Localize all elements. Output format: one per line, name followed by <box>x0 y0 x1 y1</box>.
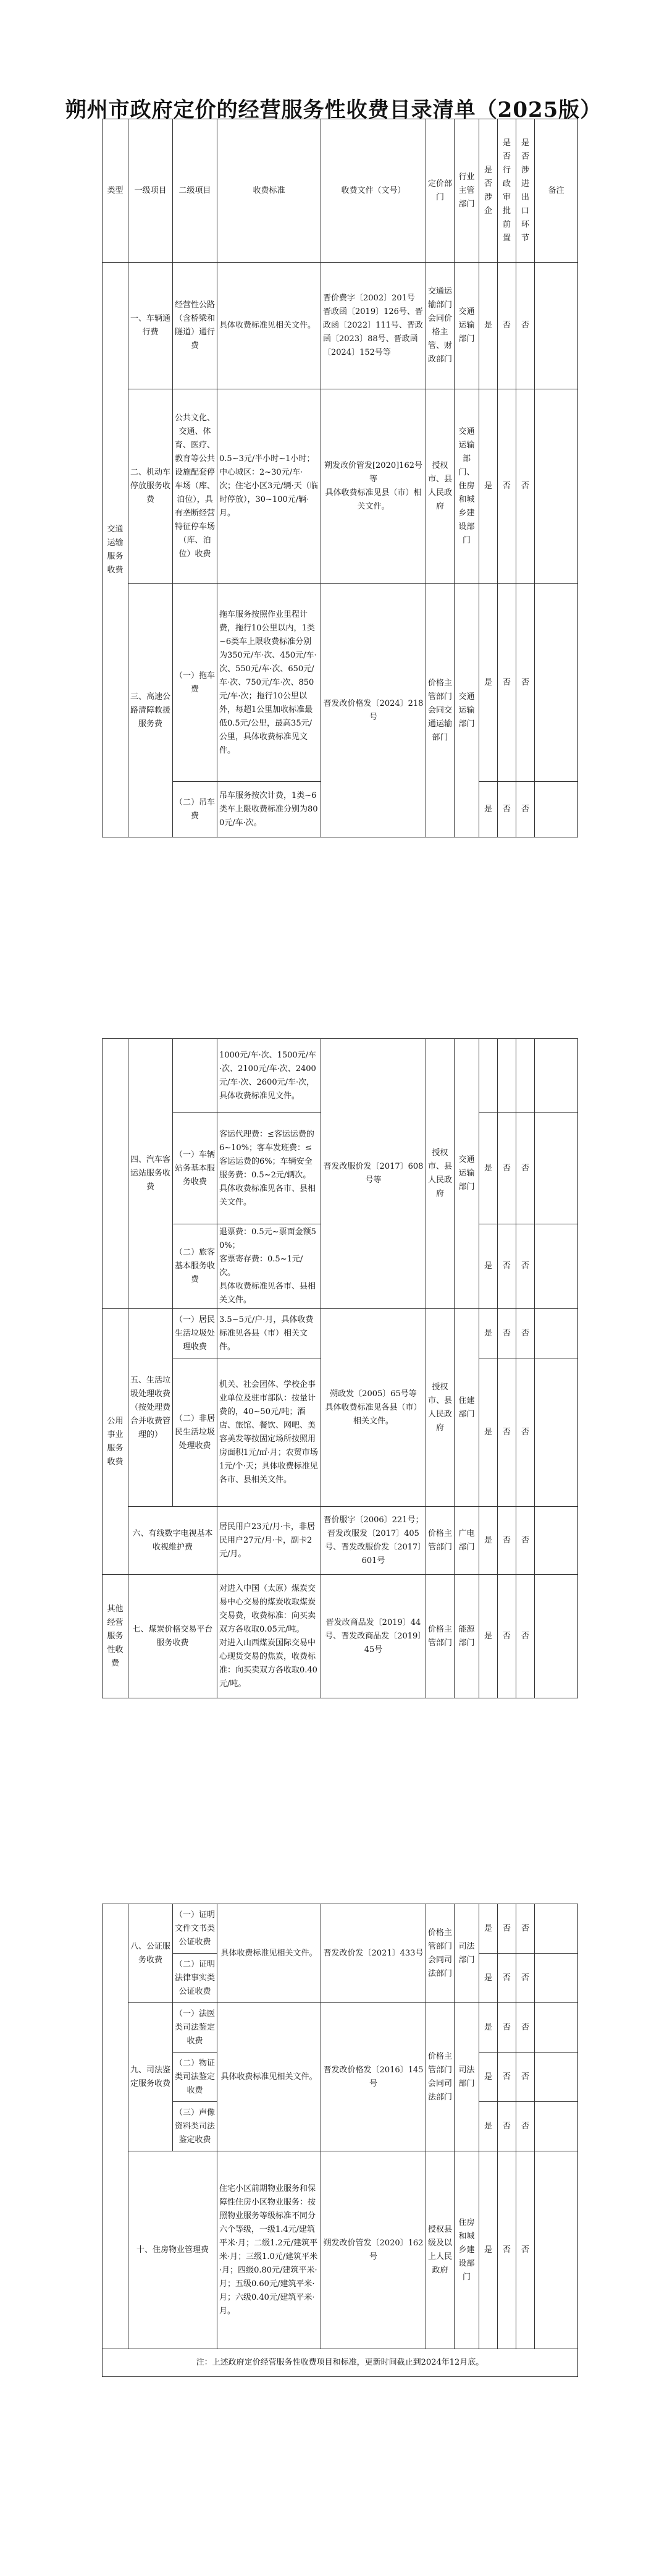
admin-cell: 否 <box>498 263 516 389</box>
level1-cell: 十、住房物业管理费 <box>128 2151 217 2349</box>
import-cell <box>516 1039 535 1113</box>
import-cell: 否 <box>516 584 535 782</box>
license-cell: 是 <box>479 2151 498 2349</box>
header-level1: 一级项目 <box>128 119 173 263</box>
doc-cell: 晋价费字〔2002〕201号 晋政函〔2019〕126号、晋政函〔2022〕111号、晋政函〔2023〕88号、晋政函〔2024〕152号等 <box>321 263 426 389</box>
remark-cell <box>535 1309 578 1358</box>
license-cell: 是 <box>479 584 498 782</box>
remark-cell <box>535 584 578 782</box>
table-row <box>103 584 578 782</box>
standard-cell: 机关、社会团体、学校企事业单位及驻市部队：按量计费的，40~50元/吨；酒店、旅馆、餐饮、网吧、美容美发等按固定场所按照用房面积1元/㎡·月；农贸市场1元/个·天；具体收费标准见各市、县相关文件。 <box>217 1358 321 1507</box>
level2-cell: 经营性公路（含桥梁和隧道）通行费 <box>173 263 217 389</box>
remark-cell <box>535 1358 578 1507</box>
import-cell: 否 <box>516 389 535 584</box>
standard-cell: 居民用户23元/月·卡，非居民用户27元/月·卡，副卡2元/月。 <box>217 1507 321 1575</box>
import-cell: 否 <box>516 1507 535 1575</box>
industry-cell: 交通运输部门、住房和城乡建设部门 <box>455 389 479 584</box>
doc-cell: 晋发改价格发〔2024〕218号 <box>321 584 426 837</box>
header-dept: 定价部门 <box>426 119 455 263</box>
level2-cell: （一）法医类司法鉴定收费 <box>173 2003 217 2053</box>
standard-cell: 具体收费标准见相关文件。 <box>217 2003 321 2151</box>
import-cell: 否 <box>516 1904 535 1954</box>
license-cell: 是 <box>479 1358 498 1507</box>
level2-cell: （一）证明文件文书类公证收费 <box>173 1904 217 1954</box>
remark-cell <box>535 1954 578 2003</box>
remark-cell <box>535 782 578 837</box>
import-cell: 否 <box>516 263 535 389</box>
table-row <box>103 1309 578 1358</box>
remark-cell <box>535 263 578 389</box>
admin-cell: 否 <box>498 1309 516 1358</box>
fee-table-page-1 <box>102 119 578 837</box>
header-standard: 收费标准 <box>217 119 321 263</box>
level1-cell: 三、高速公路清障救援服务费 <box>128 584 173 837</box>
industry-cell: 司法部门 <box>455 1904 479 2003</box>
import-cell: 否 <box>516 2151 535 2349</box>
table-row <box>103 1039 578 1113</box>
dept-cell: 交通运输部门会同价格主管、财政部门 <box>426 263 455 389</box>
level2-cell: （二）证明法律事实类公证收费 <box>173 1954 217 2003</box>
license-cell: 是 <box>479 2053 498 2102</box>
remark-cell <box>535 1224 578 1309</box>
admin-cell: 否 <box>498 1954 516 2003</box>
table-header-row <box>103 119 578 263</box>
license-cell: 是 <box>479 1309 498 1358</box>
admin-cell: 否 <box>498 1113 516 1224</box>
level2-cell: （二）旅客基本服务收费 <box>173 1224 217 1309</box>
remark-cell <box>535 1904 578 1954</box>
remark-cell <box>535 2102 578 2151</box>
remark-cell <box>535 2003 578 2053</box>
type-cell <box>103 1904 128 2349</box>
license-cell: 是 <box>479 1113 498 1224</box>
license-cell: 是 <box>479 782 498 837</box>
fee-table-page-2 <box>102 1038 578 1698</box>
dept-cell: 价格主管部门会同交通运输部门 <box>426 584 455 837</box>
remark-cell <box>535 389 578 584</box>
import-cell: 否 <box>516 1954 535 2003</box>
license-cell: 是 <box>479 1224 498 1309</box>
remark-cell <box>535 2053 578 2102</box>
admin-cell: 否 <box>498 1507 516 1575</box>
standard-cell: 吊车服务按次计费，1类~6类车上限收费标准分别为800元/车·次。 <box>217 782 321 837</box>
fee-table-page-3 <box>102 1904 578 2377</box>
doc-cell: 晋发改价发〔2021〕433号 <box>321 1904 426 2003</box>
table-row <box>103 1904 578 1954</box>
level1-cell: 七、煤炭价格交易平台服务收费 <box>128 1575 217 1698</box>
page-title: 朔州市政府定价的经营服务性收费目录清单（2025版） <box>65 98 602 122</box>
header-involve-import: 是否涉进出口环节 <box>516 119 535 263</box>
admin-cell: 否 <box>498 389 516 584</box>
header-type: 类型 <box>103 119 128 263</box>
doc-cell: 晋发改商品发〔2019〕44号、晋发改商品发〔2019〕45号 <box>321 1575 426 1698</box>
standard-cell: 住宅小区前期物业服务和保障性住房小区物业服务：按照物业服务等级标准不同分六个等级，一级1.4元/建筑平米·月；二级1.2元/建筑平米·月；三级1.0元/建筑平米·月；四级0.80元/建筑平米·月；五级0.60元/建筑平米·月；六级0.40元/建筑平米·月。 <box>217 2151 321 2349</box>
level1-cell: 五、生活垃圾处理收费（按处理费合并收费管理的） <box>128 1309 173 1507</box>
standard-cell: 对进入中国（太原）煤炭交易中心交易的煤炭收取煤炭交易费，收费标准：向买卖双方各收取0.05元/吨。 对进入山西煤炭国际交易中心现货交易的焦炭，收费标准：向买卖双方各收取0.40元/吨。 <box>217 1575 321 1698</box>
table-row <box>103 1507 578 1575</box>
license-cell <box>479 1039 498 1113</box>
admin-cell: 否 <box>498 1904 516 1954</box>
standard-cell: 0.5~3元/半小时~1小时；中心城区：2~30元/车·次；住宅小区3元/辆·天（临时停放），30~100元/辆·月。 <box>217 389 321 584</box>
import-cell: 否 <box>516 1113 535 1224</box>
table-row <box>103 263 578 389</box>
standard-cell: 3.5~5元/户·月，具体收费标准见各县（市）相关文件。 <box>217 1309 321 1358</box>
table-note: 注：上述政府定价经营服务性收费项目和标准，更新时间截止到2024年12月底。 <box>103 2349 578 2377</box>
level1-cell: 六、有线数字电视基本收视维护费 <box>128 1507 217 1575</box>
table-row <box>103 2003 578 2053</box>
doc-cell: 朔发改价管发[2020]162号等 具体收费标准见县（市）相关文件。 <box>321 389 426 584</box>
header-doc: 收费文件（文号） <box>321 119 426 263</box>
doc-cell: 朔政发〔2005〕65号等 具体收费标准见各县（市）相关文件。 <box>321 1309 426 1507</box>
level2-cell: （三）声像资料类司法鉴定收费 <box>173 2102 217 2151</box>
level2-cell: （二）吊车费 <box>173 782 217 837</box>
doc-cell: 晋发改价格发〔2016〕145号 <box>321 2003 426 2151</box>
admin-cell: 否 <box>498 1224 516 1309</box>
table-row <box>103 389 578 584</box>
license-cell: 是 <box>479 1575 498 1698</box>
import-cell: 否 <box>516 2053 535 2102</box>
header-level2: 二级项目 <box>173 119 217 263</box>
license-cell: 是 <box>479 2003 498 2053</box>
level2-cell: （一）车辆站务基本服务收费 <box>173 1113 217 1224</box>
remark-cell <box>535 1507 578 1575</box>
level1-cell: 一、车辆通行费 <box>128 263 173 389</box>
import-cell: 否 <box>516 2003 535 2053</box>
license-cell: 是 <box>479 389 498 584</box>
level2-cell: （二）非居民生活垃圾处理收费 <box>173 1358 217 1507</box>
standard-cell: 具体收费标准见相关文件。 <box>217 1904 321 2003</box>
doc-cell: 晋价服字〔2006〕221号；晋发改服发〔2017〕405号、晋发改服价发〔2017〕601号 <box>321 1507 426 1575</box>
header-industry: 行业主管部门 <box>455 119 479 263</box>
type-cell: 交通运输服务收费 <box>103 263 128 837</box>
level2-cell: （二）物证类司法鉴定收费 <box>173 2053 217 2102</box>
dept-cell: 价格主管部门会同司法部门 <box>426 1904 455 2003</box>
remark-cell <box>535 1113 578 1224</box>
import-cell: 否 <box>516 1224 535 1309</box>
table-note-row <box>103 2349 578 2377</box>
level2-cell: （一）拖车费 <box>173 584 217 782</box>
license-cell: 是 <box>479 263 498 389</box>
admin-cell: 否 <box>498 2053 516 2102</box>
header-remark: 备注 <box>535 119 578 263</box>
dept-cell: 价格主管部门会同司法部门 <box>426 2003 455 2151</box>
table-row <box>103 1575 578 1698</box>
table-row <box>103 2151 578 2349</box>
import-cell: 否 <box>516 782 535 837</box>
standard-cell: 客运代理费：≤客运运费的6~10%；客车发班费：≤客运运费的6%；车辆安全服务费：0.5~2元/辆次。 具体收费标准见各市、县相关文件。 <box>217 1113 321 1224</box>
standard-cell: 拖车服务按照作业里程计费，拖行10公里以内，1类~6类车上限收费标准分别为350元/车·次、450元/车·次、550元/车·次、650元/车·次、750元/车·次、850元/车·次；拖行10公里以外，每超1公里加收标准最低0.5元/公里，最高35元/公里，具体收费标准见文件。 <box>217 584 321 782</box>
industry-cell: 交通运输部门 <box>455 584 479 837</box>
industry-cell: 广电部门 <box>455 1507 479 1575</box>
level1-cell: 二、机动车停放服务收费 <box>128 389 173 584</box>
standard-cell: 1000元/车·次、1500元/车·次、2100元/车·次、2400元/车·次、2600元/车·次，具体收费标准见文件。 <box>217 1039 321 1113</box>
dept-cell: 授权市、县人民政府 <box>426 389 455 584</box>
admin-cell <box>498 1039 516 1113</box>
industry-cell: 能源部门 <box>455 1575 479 1698</box>
header-involve-license: 是否涉企 <box>479 119 498 263</box>
doc-cell: 朔发改价管发〔2020〕162号 <box>321 2151 426 2349</box>
type-cell: 其他经营服务性收费 <box>103 1575 128 1698</box>
industry-cell: 住建部门 <box>455 1309 479 1507</box>
industry-cell: 住房和城乡建设部门 <box>455 2151 479 2349</box>
license-cell: 是 <box>479 1954 498 2003</box>
remark-cell <box>535 2151 578 2349</box>
import-cell: 否 <box>516 1309 535 1358</box>
industry-cell: 交通运输部门 <box>455 1039 479 1309</box>
doc-cell: 晋发改服价发〔2017〕608号等 <box>321 1039 426 1309</box>
import-cell: 否 <box>516 1575 535 1698</box>
admin-cell: 否 <box>498 2102 516 2151</box>
level2-cell <box>173 1039 217 1113</box>
dept-cell: 价格主管部门 <box>426 1507 455 1575</box>
level2-cell: 公共文化、交通、体育、医疗、教育等公共设施配套停车场（库、泊位），具有垄断经营特征停车场（库、泊位）收费 <box>173 389 217 584</box>
admin-cell: 否 <box>498 1358 516 1507</box>
level1-cell: 八、公证服务收费 <box>128 1904 173 2003</box>
import-cell: 否 <box>516 1358 535 1507</box>
dept-cell: 价格主管部门 <box>426 1575 455 1698</box>
standard-cell: 具体收费标准见相关文件。 <box>217 263 321 389</box>
admin-cell: 否 <box>498 2003 516 2053</box>
dept-cell: 授权市、县人民政府 <box>426 1039 455 1309</box>
industry-cell: 交通运输部门 <box>455 263 479 389</box>
level1-cell: 九、司法鉴定服务收费 <box>128 2003 173 2151</box>
dept-cell: 授权县级及以上人民政府 <box>426 2151 455 2349</box>
type-cell <box>103 1039 128 1309</box>
standard-cell: 退票费：0.5元~票面金额50%； 客票寄存费：0.5~1元/次。 具体收费标准见各市、县相关文件。 <box>217 1224 321 1309</box>
license-cell: 是 <box>479 1507 498 1575</box>
level1-cell: 四、汽车客运站服务收费 <box>128 1039 173 1309</box>
admin-cell: 否 <box>498 2151 516 2349</box>
remark-cell <box>535 1039 578 1113</box>
admin-cell: 否 <box>498 1575 516 1698</box>
license-cell: 是 <box>479 1904 498 1954</box>
header-involve-admin: 是否行政审批前置 <box>498 119 516 263</box>
type-cell: 公用事业服务收费 <box>103 1309 128 1575</box>
remark-cell <box>535 1575 578 1698</box>
level2-cell: （一）居民生活垃圾处理收费 <box>173 1309 217 1358</box>
admin-cell: 否 <box>498 584 516 782</box>
dept-cell: 授权市、县人民政府 <box>426 1309 455 1507</box>
import-cell: 否 <box>516 2102 535 2151</box>
admin-cell: 否 <box>498 782 516 837</box>
license-cell: 是 <box>479 2102 498 2151</box>
industry-cell: 司法部门 <box>455 2003 479 2151</box>
